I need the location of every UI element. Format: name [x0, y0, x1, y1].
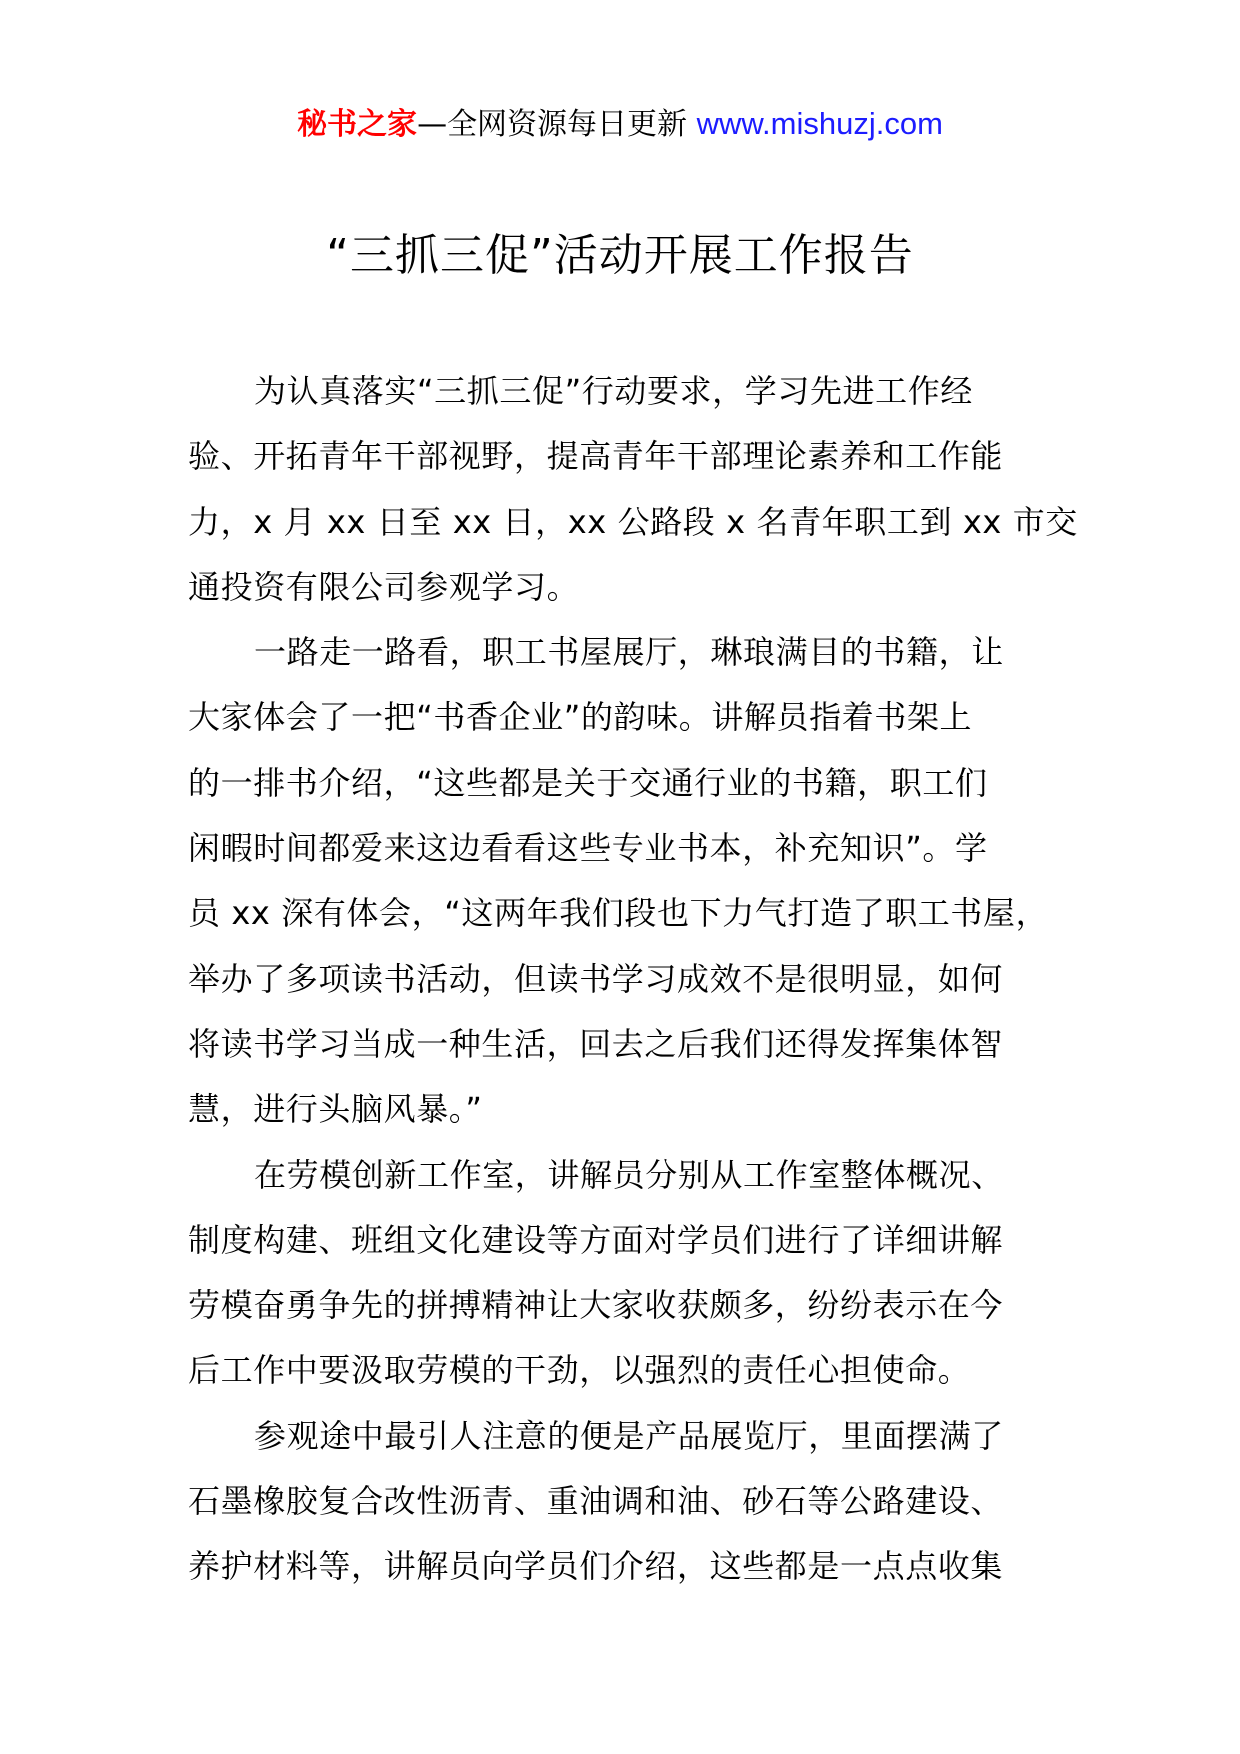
paragraph-2-line: 举办了多项读书活动，但读书学习成效不是很明显，如何 — [188, 959, 1004, 998]
site-header — [0, 104, 1240, 145]
paragraph-1-line: 验、开拓青年干部视野，提高青年干部理论素养和工作能 — [188, 437, 1004, 476]
paragraph-2-line: 一路走一路看，职工书屋展厅，琳琅满目的书籍，让 — [254, 633, 1004, 672]
paragraph-3-line: 制度构建、班组文化建设等方面对学员们进行了详细讲解 — [188, 1220, 1004, 1259]
paragraph-2-line: 将读书学习当成一种生活，回去之后我们还得发挥集体智 — [188, 1024, 1004, 1063]
paragraph-3-line: 劳模奋勇争先的拼搏精神让大家收获颇多，纷纷表示在今 — [188, 1286, 1004, 1325]
paragraph-1-line: 通投资有限公司参观学习。 — [188, 567, 580, 606]
paragraph-1-line: 为认真落实“三抓三促”行动要求，学习先进工作经 — [254, 372, 973, 410]
paragraph-2-line: 的一排书介绍，“这些都是关于交通行业的书籍，职工们 — [188, 763, 988, 802]
paragraph-2-line: 慧，进行头脑风暴。” — [188, 1090, 483, 1129]
paragraph-4-line: 参观途中最引人注意的便是产品展览厅，里面摆满了 — [254, 1416, 1004, 1455]
paragraph-3-line: 后工作中要汲取劳模的干劲，以强烈的责任心担使命。 — [188, 1351, 971, 1390]
document-title: “三抓三促”活动开展工作报告 — [326, 230, 914, 281]
paragraph-4-line: 养护材料等，讲解员向学员们介绍，这些都是一点点收集 — [188, 1547, 1004, 1586]
paragraph-2-line: 大家体会了一把“书香企业”的韵味。讲解员指着书架上 — [188, 698, 973, 737]
paragraph-2-line: 员 xx 深有体会，“这两年我们段也下力气打造了职工书屋， — [188, 894, 1049, 933]
paragraph-1-line: 力，x 月 xx 日至 xx 日，xx 公路段 x 名青年职工到 xx 市交 — [188, 502, 1078, 541]
paragraph-3-line: 在劳模创新工作室，讲解员分别从工作室整体概况、 — [254, 1155, 1004, 1194]
paragraph-4-line: 石墨橡胶复合改性沥青、重油调和油、砂石等公路建设、 — [188, 1482, 1004, 1521]
header-slogan: —全网资源每日更新 — [417, 107, 697, 142]
site-url-link[interactable]: www.mishuzj.com — [696, 106, 943, 141]
brand-name: 秘书之家 — [297, 107, 418, 142]
paragraph-2-line: 闲暇时间都爱来这边看看这些专业书本，补充知识”。学 — [188, 829, 988, 868]
document-body — [188, 359, 1078, 1600]
